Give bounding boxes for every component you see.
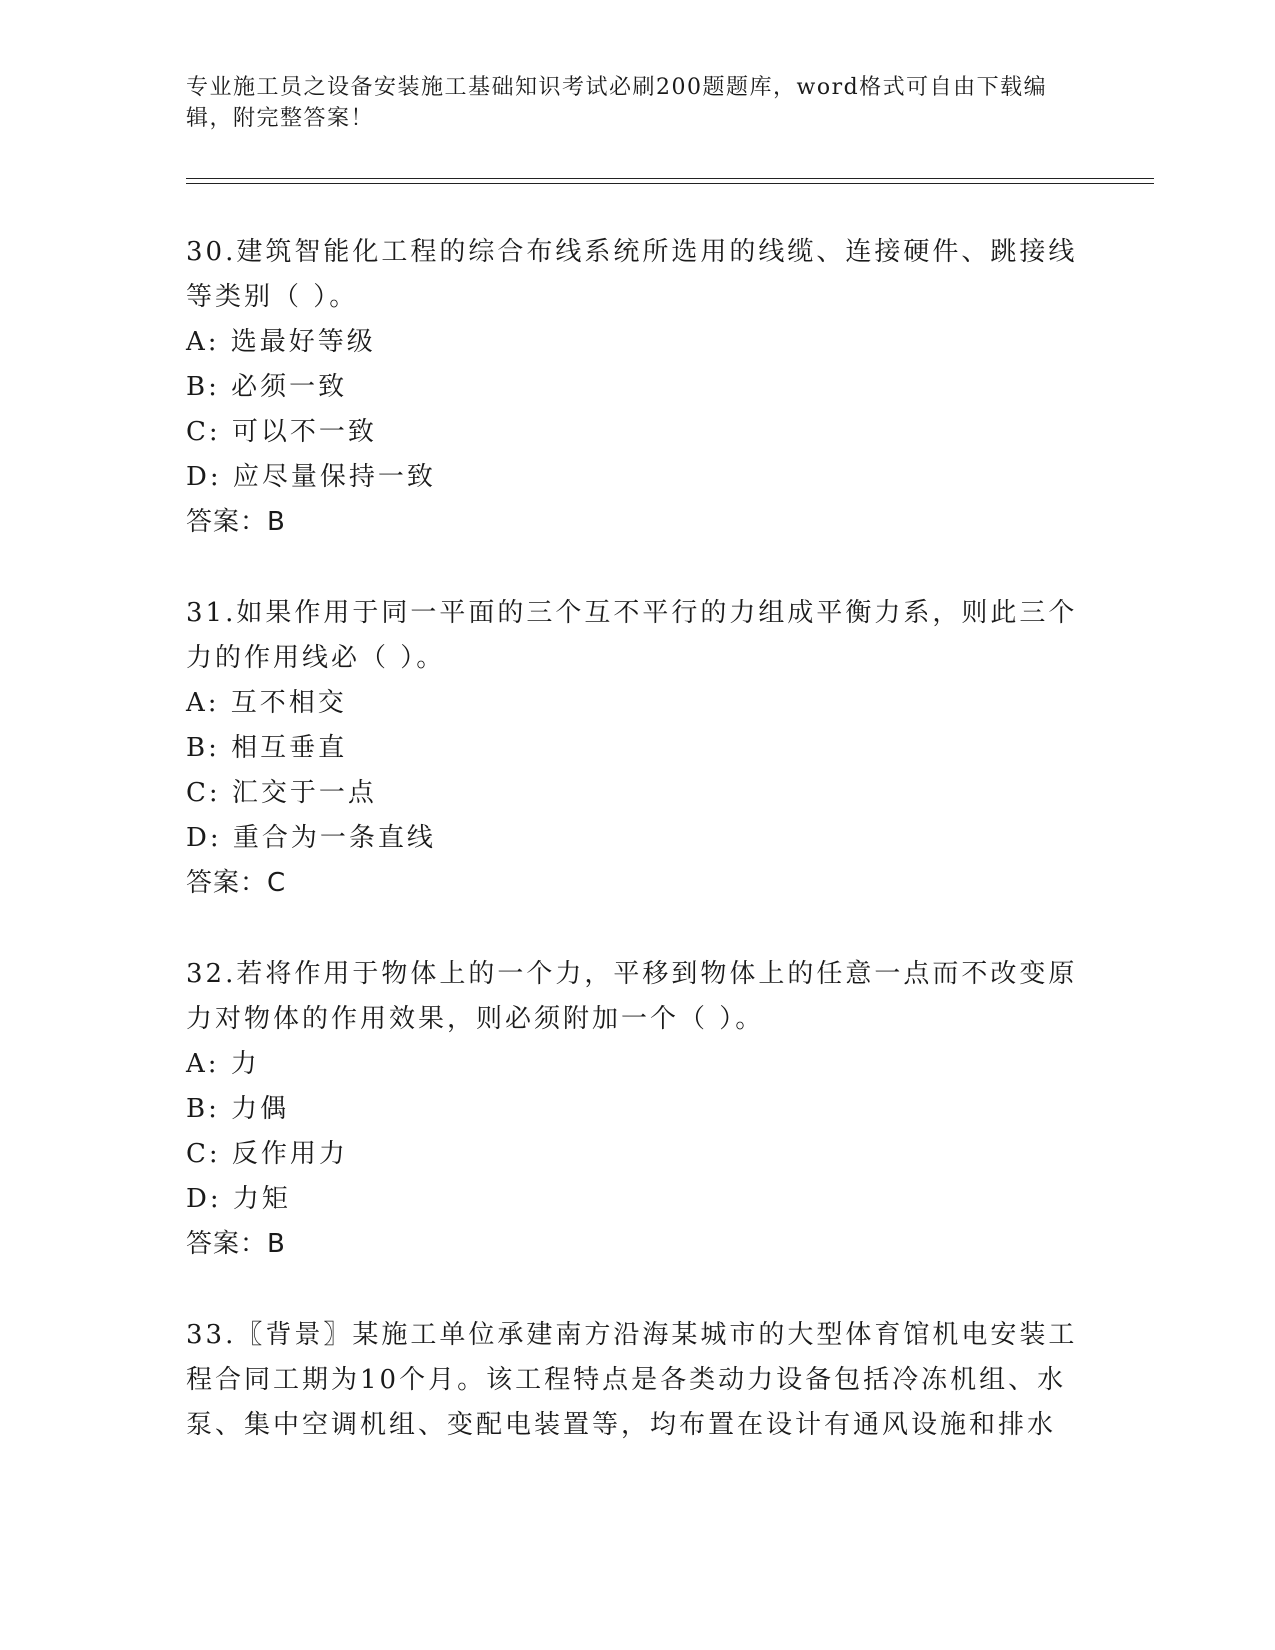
option-c: C: 汇交于一点 xyxy=(186,778,377,808)
option-b: B: 力偶 xyxy=(186,1094,290,1124)
question-list xyxy=(186,230,1086,1494)
option-a: A: 选最好等级 xyxy=(186,327,376,357)
answer-label: 答案：C xyxy=(186,868,287,898)
answer-label: 答案：B xyxy=(186,507,286,537)
question-32 xyxy=(186,952,1086,1267)
option-c: C: 反作用力 xyxy=(186,1139,348,1169)
option-d: D: 应尽量保持一致 xyxy=(186,462,436,492)
header-rule-top xyxy=(186,178,1154,179)
question-stem: 30.建筑智能化工程的综合布线系统所选用的线缆、连接硬件、跳接线等类别（ ）。 xyxy=(186,237,1078,312)
question-30 xyxy=(186,230,1086,545)
answer-label: 答案：B xyxy=(186,1229,286,1259)
document-header: 专业施工员之设备安装施工基础知识考试必刷200题题库，word格式可自由下载编辑，附完整答案！ xyxy=(186,75,1048,131)
question-31 xyxy=(186,591,1086,906)
question-stem: 33.〖背景〗某施工单位承建南方沿海某城市的大型体育馆机电安装工程合同工期为10个月。该工程特点是各类动力设备包括冷冻机组、水泵、集中空调机组、变配电装置等，均布置在设计有通风设施和排水 xyxy=(186,1320,1078,1440)
option-a: A: 互不相交 xyxy=(186,688,347,718)
header-rule-bottom xyxy=(186,183,1154,184)
question-stem: 32.若将作用于物体上的一个力，平移到物体上的任意一点而不改变原力对物体的作用效果，则必须附加一个（ ）。 xyxy=(186,959,1078,1034)
question-stem: 31.如果作用于同一平面的三个互不平行的力组成平衡力系，则此三个力的作用线必（ ）。 xyxy=(186,598,1078,673)
option-a: A: 力 xyxy=(186,1049,260,1079)
question-33 xyxy=(186,1313,1086,1448)
option-d: D: 重合为一条直线 xyxy=(186,823,436,853)
option-c: C: 可以不一致 xyxy=(186,417,377,447)
option-d: D: 力矩 xyxy=(186,1184,291,1214)
option-b: B: 必须一致 xyxy=(186,372,348,402)
option-b: B: 相互垂直 xyxy=(186,733,348,763)
